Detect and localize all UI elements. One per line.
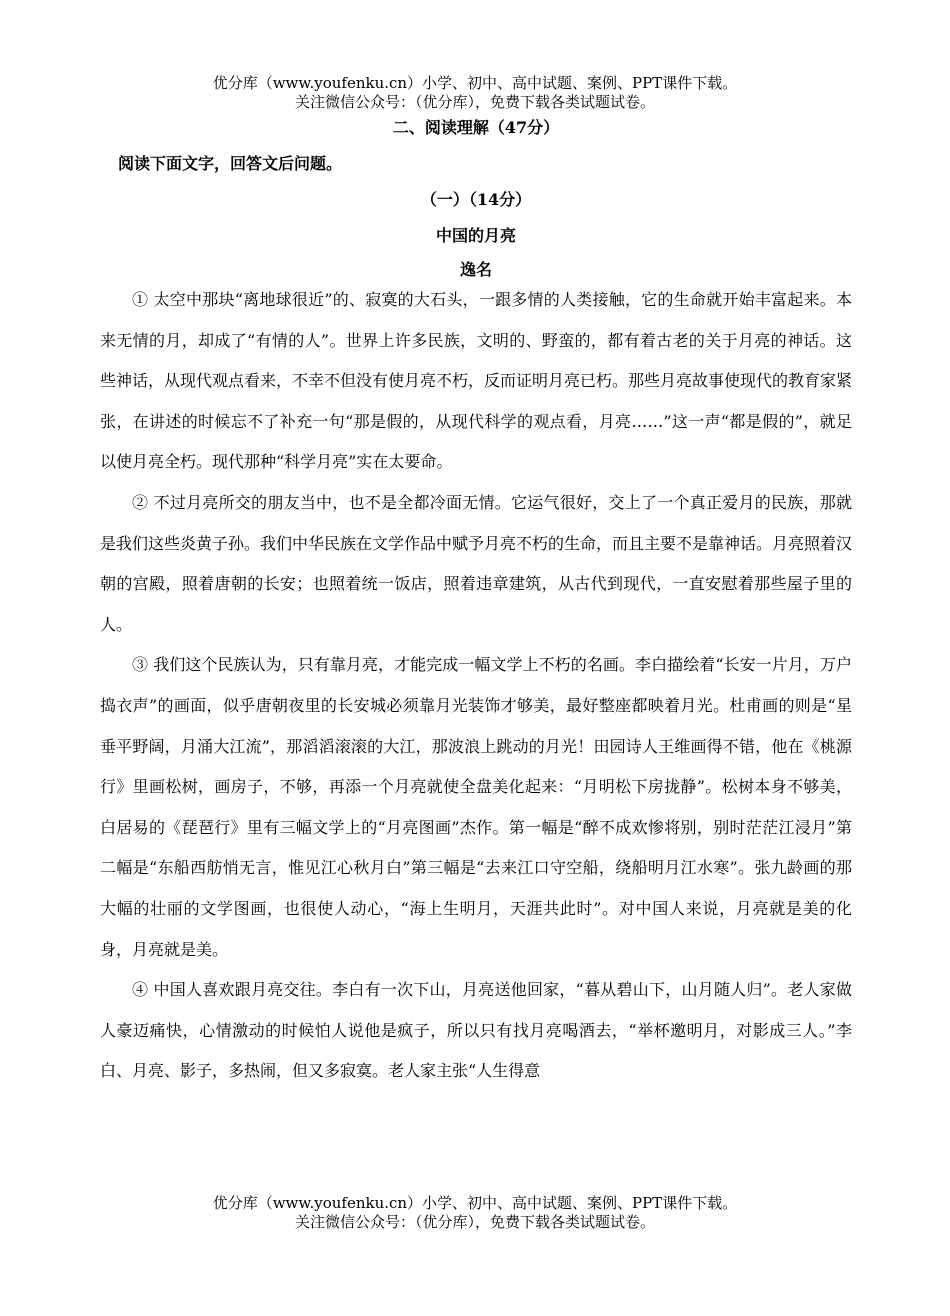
paragraph-3: ③ 我们这个民族认为，只有靠月亮，才能完成一幅文学上不朽的名画。李白描绘着“长安一片月，万户捣衣声”的画面，似乎唐朝夜里的长安城必须靠月光装饰才够美，最好整座都映着月光。杜甫画的则是“星垂平野阔，月涌大江流”，那滔滔滚滚的大江，那波浪上跳动的月光！田园诗人王维画得不错，他在《桃源行》里画松树，画房子，不够，再添一个月亮就使全盘美化起来：“月明松下房拢静”。松树本身不够美，白居易的《琵琶行》里有三幅文学上的“月亮图画”杰作。第一幅是“醉不成欢惨将别，别时茫茫江浸月”第二幅是“东船西舫悄无言，惟见江心秋月白”第三幅是“去来江口守空船，绕船明月江水寒”。张九龄画的那大幅的壮丽的文学图画，也很使人动心，“海上生明月，天涯共此时”。对中国人来说，月亮就是美的化身，月亮就是美。	[100, 655, 852, 959]
footer-line-1: 优分库（www.youfenku.cn）小学、初中、高中试题、案例、PPT课件下载。	[212, 1194, 738, 1212]
paragraph-2: ② 不过月亮所交的朋友当中，也不是全都冷面无情。它运气很好，交上了一个真正爱月的民族，那就是我们这些炎黄子孙。我们中华民族在文学作品中赋予月亮不朽的生命，而且主要不是靠神话。月亮照着汉朝的宫殿，照着唐朝的长安；也照着统一饭店，照着违章建筑，从古代到现代，一直安慰着那些屋子里的人。	[100, 492, 853, 634]
article-title: 中国的月亮	[435, 226, 516, 245]
paragraph-1: ① 太空中那块“离地球很近”的、寂寞的大石头，一跟多情的人类接触，它的生命就开始丰富起来。本来无情的月，却成了“有情的人”。世界上许多民族，文明的、野蛮的，都有着古老的关于月亮的神话。这些神话，从现代观点看来，不幸不但没有使月亮不朽，反而证明月亮已朽。那些月亮故事使现代的教育家紧张，在讲述的时候忘不了补充一句“那是假的，从现代科学的观点看，月亮……”这一声“都是假的”，就足以使月亮全朽。现代那种“科学月亮”实在太要命。	[100, 290, 853, 472]
instruction: 阅读下面文字，回答文后问题。	[118, 154, 343, 173]
paragraph-4: ④ 中国人喜欢跟月亮交往。李白有一次下山，月亮送他回家，“暮从碧山下，山月随人归”。老人家做人豪迈痛快，心情激动的时候怕人说他是疯子，所以只有找月亮喝酒去，“举杯邀明月，对影成三人。”李白、月亮、影子，多热闹，但又多寂寞。老人家主张“人生得意	[100, 980, 852, 1081]
document-body	[100, 118, 852, 1092]
footer-line-2: 关注微信公众号：（优分库），免费下载各类试题试卷。	[294, 1213, 655, 1231]
page-header	[0, 74, 950, 112]
part-title: （一）（14分）	[420, 190, 532, 209]
page-footer	[0, 1194, 950, 1232]
section-title: 二、阅读理解（47分）	[392, 118, 560, 137]
header-line-1: 优分库（www.youfenku.cn）小学、初中、高中试题、案例、PPT课件下载。	[212, 74, 738, 92]
article-author: 逸名	[459, 260, 492, 279]
article-text	[100, 280, 852, 1092]
header-line-2: 关注微信公众号：（优分库），免费下载各类试题试卷。	[294, 93, 655, 111]
